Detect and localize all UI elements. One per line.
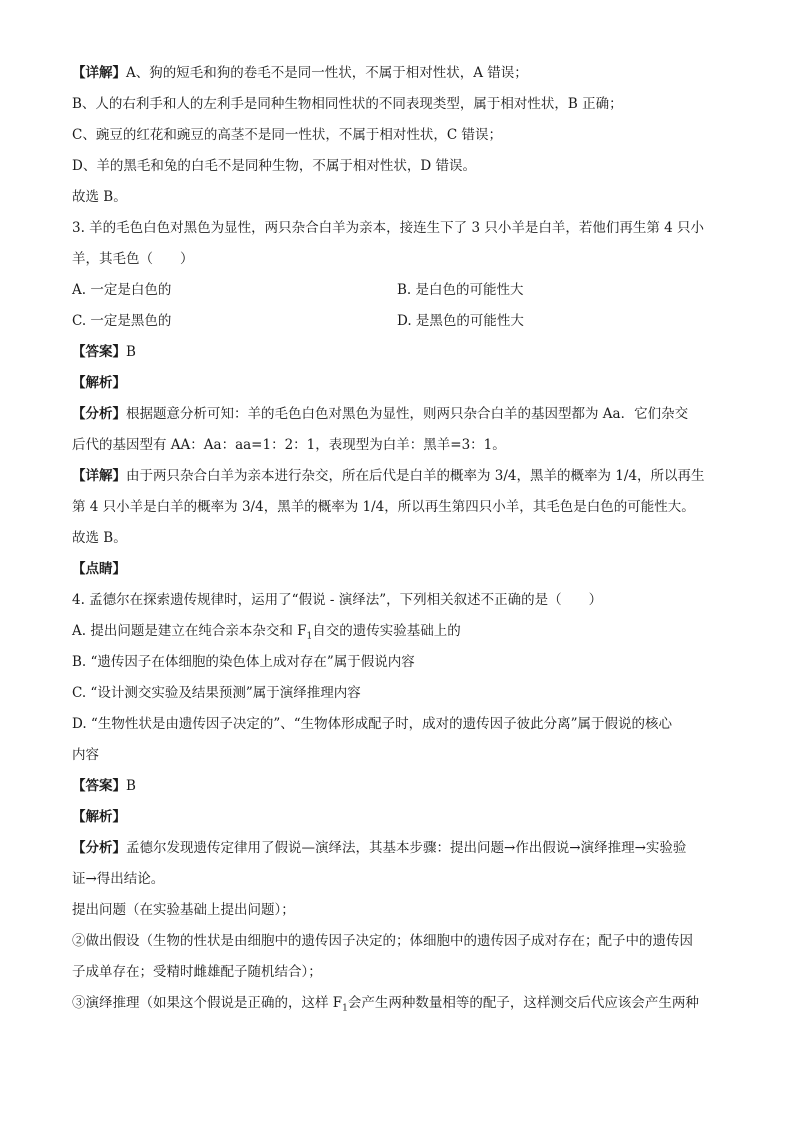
section-heading: 【答案】 <box>72 778 126 794</box>
text-run: 故选 B。 <box>72 189 127 205</box>
text-line <box>72 554 722 585</box>
text-line <box>72 120 722 151</box>
option-row <box>72 306 722 337</box>
text-run: D. “生物性状是由遗传因子决定的”、“生物体形成配子时，成对的遗传因子彼此分离”属于假说的核心 <box>72 716 673 732</box>
text-run: B <box>126 778 136 794</box>
text-line <box>72 430 722 461</box>
section-heading: 【解析】 <box>72 375 126 391</box>
text-run: 由于两只杂合白羊为亲本进行杂交，所在后代是白羊的概率为 3/4，黑羊的概率为 1/4，所以再生 <box>126 468 705 484</box>
text-run: ②做出假设（生物的性状是由细胞中的遗传因子决定的；体细胞中的遗传因子成对存在；配子中的遗传因 <box>72 933 693 949</box>
text-run: 3. 羊的毛色白色对黑色为显性，两只杂合白羊为亲本，接连生下了 3 只小羊是白羊，若他们再生第 4 只小 <box>72 220 705 236</box>
answer-option: B. 是白色的可能性大 <box>397 282 524 298</box>
text-run: A. 提出问题是建立在纯合亲本杂交和 F <box>72 623 307 639</box>
text-line <box>72 926 722 957</box>
answer-and-analysis <box>72 337 722 1019</box>
text-line <box>72 151 722 182</box>
text-line <box>72 244 722 275</box>
section-heading: 【分析】 <box>72 840 126 856</box>
text-line <box>72 709 722 740</box>
section-heading: 【详解】 <box>72 65 126 81</box>
text-line <box>72 58 722 89</box>
subscript: 1 <box>306 631 313 642</box>
text-run: D、羊的黑毛和兔的白毛不是同种生物，不属于相对性状，D 错误。 <box>72 158 476 174</box>
text-line <box>72 616 722 647</box>
section-heading: 【详解】 <box>72 468 126 484</box>
text-run: 提出问题（在实验基础上提出问题）； <box>72 902 295 918</box>
text-line <box>72 368 722 399</box>
text-run: 羊，其毛色（ ） <box>72 251 194 267</box>
question-3-options <box>72 275 722 337</box>
text-run: 内容 <box>72 747 99 763</box>
text-line <box>72 895 722 926</box>
text-run: C、豌豆的红花和豌豆的高茎不是同一性状，不属于相对性状，C 错误； <box>72 127 502 143</box>
text-line <box>72 802 722 833</box>
section-heading: 【分析】 <box>72 406 126 422</box>
text-run: 会产生两种数量相等的配子，这样测交后代应该会产生两种 <box>347 995 699 1011</box>
text-line <box>72 957 722 988</box>
section-heading: 【点睛】 <box>72 561 126 577</box>
answer-option: D. 是黑色的可能性大 <box>397 313 524 329</box>
question-2-explanation <box>72 58 722 275</box>
text-line <box>72 399 722 430</box>
text-line <box>72 523 722 554</box>
text-run: 根据题意分析可知：羊的毛色白色对黑色为显性，则两只杂合白羊的基因型都为 Aa．它们杂交 <box>126 406 689 422</box>
text-run: ③演绎推理（如果这个假说是正确的，这样 F <box>72 995 343 1011</box>
answer-option: A. 一定是白色的 <box>72 282 172 298</box>
text-line <box>72 182 722 213</box>
text-line <box>72 740 722 771</box>
text-line <box>72 461 722 492</box>
text-line <box>72 988 722 1019</box>
section-heading: 【解析】 <box>72 809 126 825</box>
document-page <box>72 58 722 1019</box>
option-row <box>72 275 722 306</box>
text-run: 子成单存在；受精时雌雄配子随机结合）； <box>72 964 322 980</box>
text-line <box>72 678 722 709</box>
text-run: 自交的遗传实验基础上的 <box>312 623 461 639</box>
text-run: 后代的基因型有 AA：Aa：aa=1：2：1，表现型为白羊：黑羊=3：1。 <box>72 437 506 453</box>
text-line <box>72 89 722 120</box>
text-line <box>72 771 722 802</box>
text-run: 4. 孟德尔在探索遗传规律时，运用了“假说 - 演绎法”，下列相关叙述不正确的是（ ） <box>72 592 603 608</box>
text-line <box>72 492 722 523</box>
text-run: B <box>126 344 136 360</box>
text-line <box>72 647 722 678</box>
text-run: 证→得出结论。 <box>72 871 165 887</box>
text-run: A、狗的短毛和狗的卷毛不是同一性状，不属于相对性状，A 错误； <box>126 65 528 81</box>
text-run: 第 4 只小羊是白羊的概率为 3/4，黑羊的概率为 1/4，所以再生第四只小羊，其毛色是白色的可能性大。 <box>72 499 695 515</box>
text-line <box>72 213 722 244</box>
text-run: B、人的右利手和人的左利手是同种生物相同性状的不同表现类型，属于相对性状，B 正确； <box>72 96 623 112</box>
subscript: 1 <box>342 1003 348 1014</box>
text-line <box>72 585 722 616</box>
text-line <box>72 864 722 895</box>
text-line <box>72 337 722 368</box>
answer-option: C. 一定是黑色的 <box>72 313 172 329</box>
text-run: B. “遗传因子在体细胞的染色体上成对存在”属于假说内容 <box>72 654 415 670</box>
text-run: 孟德尔发现遗传定律用了假说—演绎法，其基本步骤：提出问题→作出假说→演绎推理→实验验 <box>126 840 687 856</box>
text-run: 故选 B。 <box>72 530 127 546</box>
text-run: C. “设计测交实验及结果预测”属于演绎推理内容 <box>72 685 361 701</box>
section-heading: 【答案】 <box>72 344 126 360</box>
text-line <box>72 833 722 864</box>
